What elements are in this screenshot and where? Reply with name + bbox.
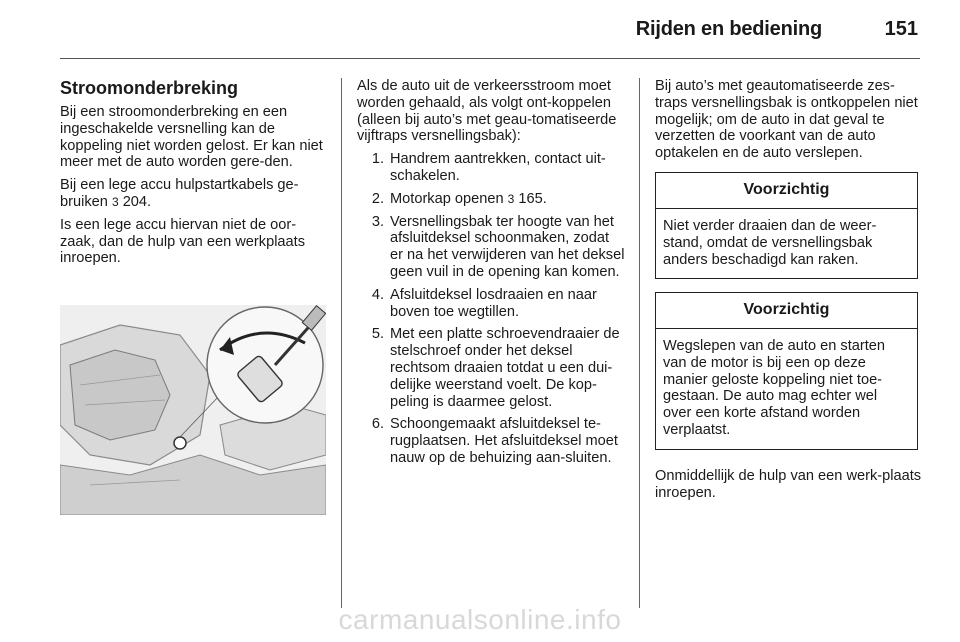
page-ref-link[interactable]: 165. bbox=[518, 190, 547, 207]
paragraph: Bij auto’s met geautomatiseerde zes-traps versnellingsbak is ontkoppelen niet mogelijk; om de auto in dat geval te verzetten de voorkant van de auto optakelen en de auto verslepen. bbox=[655, 78, 918, 162]
step-number: 2. bbox=[371, 190, 384, 207]
step-number: 3. bbox=[371, 213, 384, 230]
step-text: Schoongemaakt afsluitdeksel te-rugplaatsen. Het afsluitdeksel moet nauw op de behuizing aan-sluiten. bbox=[390, 416, 618, 466]
step-text: Met een platte schroevendraaier de stelschroef onder het deksel rechtsom draaien totdat u een dui-delijke weerstand voelt. De kop-peling is daarmee gelost. bbox=[390, 326, 620, 410]
caution-box bbox=[655, 172, 918, 279]
step-number: 6. bbox=[371, 416, 384, 433]
watermark: carmanualsonline.info bbox=[338, 604, 622, 635]
list-item bbox=[357, 416, 625, 466]
closing-paragraph bbox=[655, 468, 923, 508]
step-number: 5. bbox=[371, 326, 384, 343]
list-item bbox=[357, 191, 625, 208]
header-divider bbox=[60, 58, 920, 59]
section-heading: Stroomonderbreking bbox=[60, 78, 239, 98]
column-left bbox=[60, 78, 328, 273]
column-middle bbox=[357, 78, 625, 473]
steps-list bbox=[357, 151, 625, 467]
list-item bbox=[357, 151, 625, 185]
paragraph: Onmiddellijk de hulp van een werk-plaats inroepen. bbox=[655, 468, 922, 501]
paragraph: Bij een stroomonderbreking en een ingeschakelde versnelling kan de koppeling niet worden gelost. Er kan niet meer met de auto worden gere-den. bbox=[60, 104, 323, 171]
step-number: 1. bbox=[371, 151, 384, 168]
caution-box bbox=[655, 292, 918, 450]
caution-title: Voorzichtig bbox=[656, 293, 917, 329]
list-item bbox=[357, 326, 625, 410]
page-ref-icon: 3 bbox=[507, 191, 515, 206]
paragraph: Als de auto uit de verkeersstroom moet worden gehaald, als volgt ont-koppelen (alleen bij auto’s met geau-tomatiseerde vijftraps versnellingsbak): bbox=[357, 78, 617, 145]
list-item bbox=[357, 214, 625, 281]
page-ref-icon: 3 bbox=[111, 194, 119, 209]
paragraph-text: Bij een lege accu hulpstartkabels ge-bruiken bbox=[60, 177, 299, 210]
caution-title: Voorzichtig bbox=[656, 173, 917, 209]
paragraph: Is een lege accu hiervan niet de oor-zaak, dan de hulp van een werkplaats inroepen. bbox=[60, 216, 306, 267]
list-item bbox=[357, 287, 625, 321]
step-text: Afsluitdeksel losdraaien en naar boven toe wegtillen. bbox=[390, 286, 597, 320]
paragraph-with-ref bbox=[60, 177, 328, 211]
step-text: Handrem aantrekken, contact uit-schakelen. bbox=[390, 151, 606, 184]
caution-text: Niet verder draaien dan de weer-stand, omdat de versnellingsbak anders beschadigd kan raken. bbox=[663, 218, 877, 268]
step-text: Motorkap openen bbox=[390, 190, 504, 207]
page-ref-link[interactable]: 204. bbox=[122, 193, 152, 210]
step-number: 4. bbox=[371, 286, 384, 303]
column-right bbox=[655, 78, 923, 168]
column-divider bbox=[639, 78, 640, 608]
engine-illustration bbox=[60, 305, 326, 515]
column-divider bbox=[341, 78, 342, 608]
step-text: Versnellingsbak ter hoogte van het afsluitdeksel schoonmaken, zodat er na het verwijderen van het deksel geen vuil in de opening kan komen. bbox=[390, 213, 625, 280]
section-title: Rijden en bediening bbox=[635, 18, 822, 40]
page-number: 151 bbox=[884, 18, 918, 40]
step-text-with-ref bbox=[390, 191, 625, 208]
caution-text: Wegslepen van de auto en starten van de motor is bij een op deze manier geloste koppeling niet toe-gestaan. De auto mag echter wel over een korte afstand worden verplaatst. bbox=[663, 338, 886, 438]
